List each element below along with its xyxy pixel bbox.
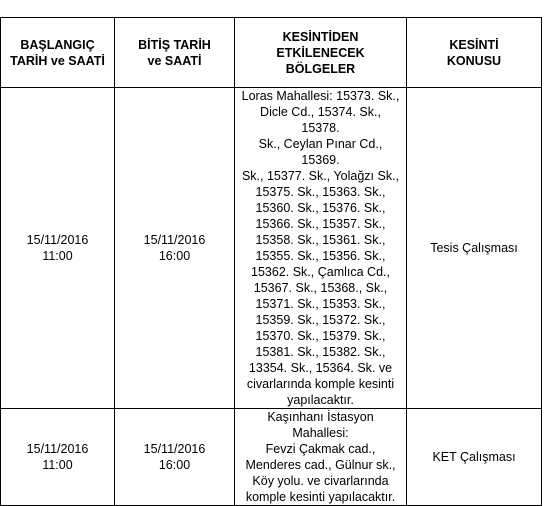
end-datetime-cell: 15/11/2016 16:00 xyxy=(115,88,235,409)
header-outage-topic: KESİNTİ KONUSU xyxy=(407,18,542,88)
table-header-row xyxy=(1,18,542,88)
start-datetime-cell: 15/11/2016 11:00 xyxy=(1,409,115,506)
outage-schedule-table xyxy=(0,17,542,506)
header-end-datetime: BİTİŞ TARİH ve SAATİ xyxy=(115,18,235,88)
affected-regions-cell: Kaşınhanı İstasyon Mahallesi: Fevzi Çakmak cad., Menderes cad., Gülnur sk., Köy yolu. ve civarlarında komple kesinti yapılacaktır. xyxy=(235,409,407,506)
affected-regions-cell: Loras Mahallesi: 15373. Sk., Dicle Cd., 15374. Sk., 15378. Sk., Ceylan Pınar Cd., 15369. Sk., 15377. Sk., Yolağzı Sk., 15375. Sk., 15363. Sk., 15360. Sk., 15376. Sk., 15366. Sk., 15357. Sk., 15358. Sk., 15361. Sk., 15355. Sk., 15356. Sk., 15362. Sk., Çamlıca Cd., 15367. Sk., 15368., Sk., 15371. Sk., 15353. Sk., 15359. Sk., 15372. Sk., 15370. Sk., 15379. Sk., 15381. Sk., 15382. Sk., 13354. Sk., 15364. Sk. ve civarlarında komple kesinti yapılacaktır. xyxy=(235,88,407,409)
end-datetime-cell: 15/11/2016 16:00 xyxy=(115,409,235,506)
outage-topic-cell: KET Çalışması xyxy=(407,409,542,506)
start-datetime-cell: 15/11/2016 11:00 xyxy=(1,88,115,409)
table-row xyxy=(1,409,542,506)
header-start-datetime: BAŞLANGIÇ TARİH ve SAATİ xyxy=(1,18,115,88)
outage-topic-cell: Tesis Çalışması xyxy=(407,88,542,409)
header-affected-regions: KESİNTİDEN ETKİLENECEK BÖLGELER xyxy=(235,18,407,88)
table-row xyxy=(1,88,542,409)
